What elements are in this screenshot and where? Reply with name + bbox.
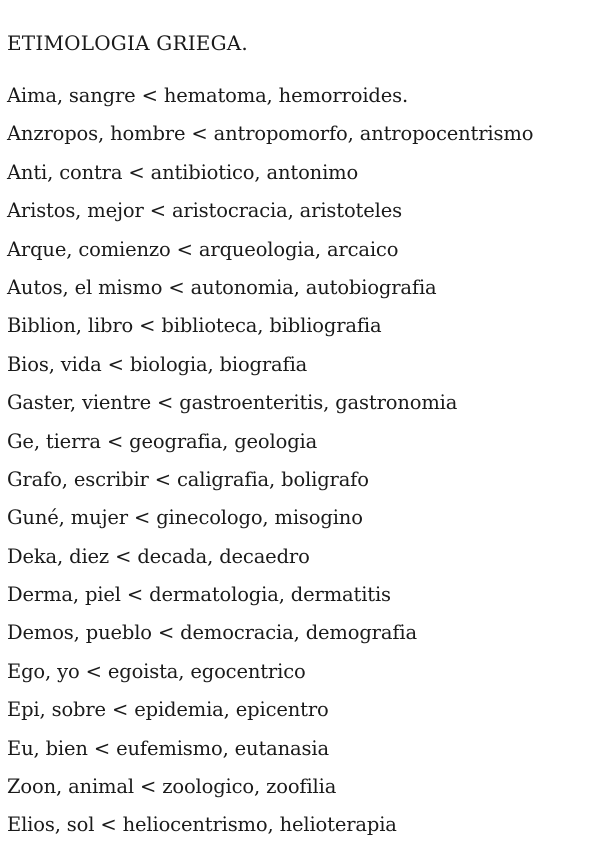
list-item: Derma, piel < dermatologia, dermatitis [7,583,391,607]
list-item: Elios, sol < heliocentrismo, helioterapia [7,813,397,837]
list-item: Eu, bien < eufemismo, eutanasia [7,736,329,760]
list-item: Aima, sangre < hematoma, hemorroides. [7,84,409,107]
list-item: Anti, contra < antibiotico, antonimo [7,160,359,184]
list-item: Deka, diez < decada, decaedro [7,544,310,568]
list-item: Demos, pueblo < democracia, demografia [7,621,417,645]
list-item: Grafo, escribir < caligrafia, boligrafo [7,467,369,491]
list-item: Biblion, libro < biblioteca, bibliografia [7,314,382,338]
list-item: Anzropos, hombre < antropomorfo, antropocentrismo [7,122,534,146]
list-item: Guné, mujer < ginecologo, misogino [7,506,363,530]
list-item: Zoon, animal < zoologico, zoofilia [7,775,337,799]
list-item: Epi, sobre < epidemia, epicentro [7,698,329,722]
etymology-list [7,80,533,848]
list-item: Autos, el mismo < autonomia, autobiografia [7,275,437,299]
list-item: Gaster, vientre < gastroenteritis, gastronomia [7,391,458,415]
list-item: Ego, yo < egoista, egocentrico [7,659,306,683]
list-item: Bios, vida < biologia, biografia [7,352,308,376]
list-item: Ge, tierra < geografia, geologia [7,429,318,453]
page-title: ETIMOLOGIA GRIEGA. [7,31,248,55]
list-item: Aristos, mejor < aristocracia, aristoteles [7,199,402,223]
list-item: Arque, comienzo < arqueologia, arcaico [7,237,399,261]
